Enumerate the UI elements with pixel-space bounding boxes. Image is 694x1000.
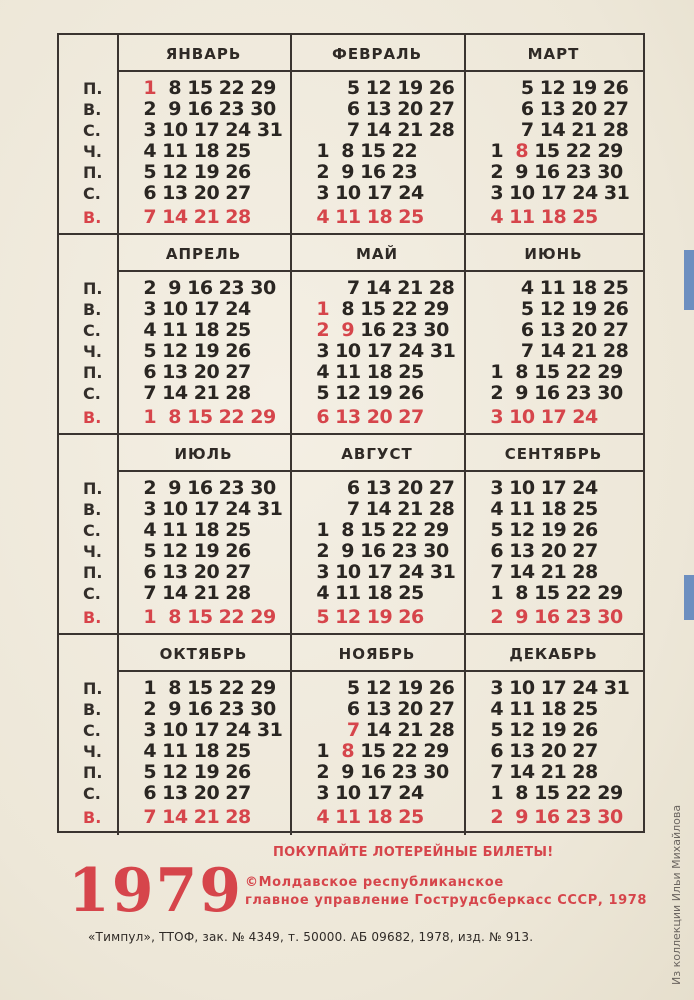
weekday-label: С. (83, 384, 101, 403)
week-row: 5 12 19 26 (298, 606, 424, 628)
weekday-label: Ч. (83, 742, 103, 761)
week-row: 3 10 17 24 31 (472, 677, 630, 699)
weekday-label: С. (83, 184, 101, 203)
week-row: 1 8 15 22 29 (316, 740, 449, 762)
week-row: 2 9 16 23 30 (298, 540, 449, 562)
week-row: 7 14 21 28 (125, 206, 251, 228)
weekday-label: В. (83, 300, 102, 319)
week-row: 1 8 15 22 29 (472, 361, 623, 383)
month-name: АВГУСТ (341, 445, 413, 463)
week-row: 2 9 16 23 30 (125, 98, 276, 120)
week-row: 1 8 15 22 29 (298, 519, 449, 541)
week-row: 4 11 18 25 (472, 698, 598, 720)
week-row: 6 13 20 27 (298, 477, 455, 499)
week-row: 4 11 18 25 (298, 806, 424, 828)
week-row: 4 11 18 25 (125, 319, 251, 341)
week-row: 5 12 19 26 (125, 340, 251, 362)
holiday-date: 8 (515, 140, 529, 162)
weekday-label: П. (83, 563, 103, 582)
weekday-label: С. (83, 721, 101, 740)
week-row: 5 12 19 26 (298, 77, 455, 99)
week-row: 6 13 20 27 (125, 782, 251, 804)
week-row: 3 10 17 24 31 (125, 719, 283, 741)
week-row: 3 10 17 24 (298, 782, 424, 804)
week-row: 5 12 19 26 (125, 761, 251, 783)
week-row: 1 8 15 22 29 (143, 77, 276, 99)
quarter-row (59, 433, 643, 635)
lottery-slogan: ПОКУПАЙТЕ ЛОТЕРЕЙНЫЕ БИЛЕТЫ! (273, 845, 554, 860)
publisher-line-2: главное управление Гострудсберкасс СССР, 1978 (245, 893, 648, 908)
week-row: 2 9 16 23 (298, 161, 418, 183)
week-row: 4 11 18 25 (298, 361, 424, 383)
weekday-label: С. (83, 121, 101, 140)
weekday-label: П. (83, 679, 103, 698)
week-row: 6 13 20 27 (472, 98, 629, 120)
week-row: 2 9 16 23 30 (472, 806, 623, 828)
week-row: 6 13 20 27 (472, 740, 598, 762)
week-row: 6 13 20 27 (472, 540, 598, 562)
week-row: 3 10 17 24 (298, 182, 424, 204)
week-row: 5 12 19 26 (472, 519, 598, 541)
week-row: 3 10 17 24 31 (125, 119, 283, 141)
week-row: 4 11 18 25 (125, 140, 251, 162)
week-row: 5 12 19 26 (298, 382, 424, 404)
week-row: 5 12 19 26 (298, 677, 455, 699)
week-row: 1 8 15 22 29 (472, 782, 623, 804)
month-name: ИЮЛЬ (174, 445, 233, 463)
week-row: 4 11 18 25 (125, 740, 251, 762)
weekday-label: С. (83, 584, 101, 603)
month-name: АПРЕЛЬ (165, 245, 242, 263)
week-row: 6 13 20 27 (472, 319, 629, 341)
week-row: 7 14 21 28 (125, 382, 251, 404)
edge-stain (684, 250, 694, 310)
week-row: 4 11 18 25 (472, 277, 629, 299)
week-row: 7 14 21 28 (298, 119, 455, 141)
week-row: 7 14 21 28 (472, 340, 629, 362)
weekday-label: В. (83, 408, 102, 427)
week-row: 4 11 18 25 (298, 582, 424, 604)
week-row: 6 13 20 27 (125, 182, 251, 204)
week-row: 3 10 17 24 (472, 406, 598, 428)
week-row: 2 9 16 23 30 (316, 319, 449, 341)
weekday-label: П. (83, 763, 103, 782)
week-row: 6 13 20 27 (125, 561, 251, 583)
month-name: СЕНТЯБРЬ (504, 445, 603, 463)
week-row: 5 12 19 26 (472, 77, 629, 99)
weekday-label: Ч. (83, 342, 103, 361)
year-title: 1979 (68, 856, 243, 926)
weekday-label: В. (83, 100, 102, 119)
week-row: 3 10 17 24 31 (125, 498, 283, 520)
week-row: 1 8 15 22 29 (316, 298, 449, 320)
week-row: 4 11 18 25 (298, 206, 424, 228)
week-row: 5 12 19 26 (125, 161, 251, 183)
week-row: 5 12 19 26 (125, 540, 251, 562)
weekday-label: Ч. (83, 542, 103, 561)
week-row: 3 10 17 24 (472, 477, 598, 499)
week-row: 7 14 21 28 (346, 719, 455, 741)
collection-note: Из коллекции Ильи Михайлова (670, 804, 683, 985)
quarter-row (59, 233, 643, 435)
month-name: ОКТЯБРЬ (159, 645, 248, 663)
holiday-date: 1 (316, 298, 330, 320)
week-row: 2 9 16 23 30 (125, 277, 276, 299)
holiday-date: 1 (143, 77, 157, 99)
week-row: 6 13 20 27 (298, 98, 455, 120)
week-row: 3 10 17 24 31 (298, 340, 456, 362)
quarter-row (59, 633, 643, 835)
week-row: 1 8 15 22 29 (472, 582, 623, 604)
holiday-date: 2 (316, 319, 330, 341)
weekday-label: Ч. (83, 142, 103, 161)
week-row: 3 10 17 24 31 (298, 561, 456, 583)
week-row: 2 9 16 23 30 (472, 606, 623, 628)
week-row: 5 12 19 26 (472, 298, 629, 320)
week-row: 2 9 16 23 30 (298, 761, 449, 783)
holiday-date: 9 (341, 319, 355, 341)
edge-stain (684, 575, 694, 620)
week-row: 2 9 16 23 30 (125, 477, 276, 499)
weekday-label: П. (83, 363, 103, 382)
month-name: МАЙ (355, 245, 399, 263)
week-row: 2 9 16 23 30 (125, 698, 276, 720)
week-row: 6 13 20 27 (125, 361, 251, 383)
week-row: 7 14 21 28 (298, 277, 455, 299)
weekday-label: В. (83, 608, 102, 627)
weekday-label: П. (83, 479, 103, 498)
holiday-date: 7 (346, 719, 360, 741)
week-row: 2 9 16 23 30 (472, 161, 623, 183)
week-row: 4 11 18 25 (125, 519, 251, 541)
month-name: ФЕВРАЛЬ (331, 45, 423, 63)
week-row: 1 8 15 22 29 (125, 677, 276, 699)
week-row: 3 10 17 24 (125, 298, 251, 320)
weekday-label: С. (83, 321, 101, 340)
week-row: 3 10 17 24 31 (472, 182, 630, 204)
weekday-label: П. (83, 279, 103, 298)
week-row: 7 14 21 28 (472, 761, 598, 783)
weekday-label: В. (83, 500, 102, 519)
week-row: 4 11 18 25 (472, 206, 598, 228)
week-row: 7 14 21 28 (472, 561, 598, 583)
weekday-label: П. (83, 79, 103, 98)
month-name: ИЮНЬ (524, 245, 583, 263)
week-row: 1 8 15 22 29 (490, 140, 623, 162)
quarter-row (59, 35, 643, 235)
week-row: 7 14 21 28 (125, 806, 251, 828)
week-row: 1 8 15 22 29 (125, 606, 276, 628)
week-row: 7 14 21 28 (472, 119, 629, 141)
publisher-line-1: ©Молдавское республиканское (245, 875, 504, 890)
week-row: 5 12 19 26 (472, 719, 598, 741)
month-name: МАРТ (527, 45, 580, 63)
week-row: 2 9 16 23 30 (472, 382, 623, 404)
weekday-label: П. (83, 163, 103, 182)
week-row: 7 14 21 28 (125, 582, 251, 604)
week-row: 6 13 20 27 (298, 406, 424, 428)
week-row: 7 14 21 28 (298, 498, 455, 520)
week-row: 4 11 18 25 (472, 498, 598, 520)
weekday-label: В. (83, 808, 102, 827)
month-name: ДЕКАБРЬ (509, 645, 598, 663)
month-name: ЯНВАРЬ (165, 45, 242, 63)
weekday-label: С. (83, 784, 101, 803)
calendar-grid (57, 33, 645, 833)
week-row: 6 13 20 27 (298, 698, 455, 720)
holiday-date: 8 (341, 740, 355, 762)
weekday-label: С. (83, 521, 101, 540)
weekday-label: В. (83, 208, 102, 227)
month-name: НОЯБРЬ (338, 645, 416, 663)
week-row: 1 8 15 22 (298, 140, 418, 162)
week-row: 1 8 15 22 29 (125, 406, 276, 428)
print-imprint: «Тимпул», ТТОФ, зак. № 4349, т. 50000. АБ 09682, 1978, изд. № 913. (88, 930, 534, 944)
weekday-label: В. (83, 700, 102, 719)
